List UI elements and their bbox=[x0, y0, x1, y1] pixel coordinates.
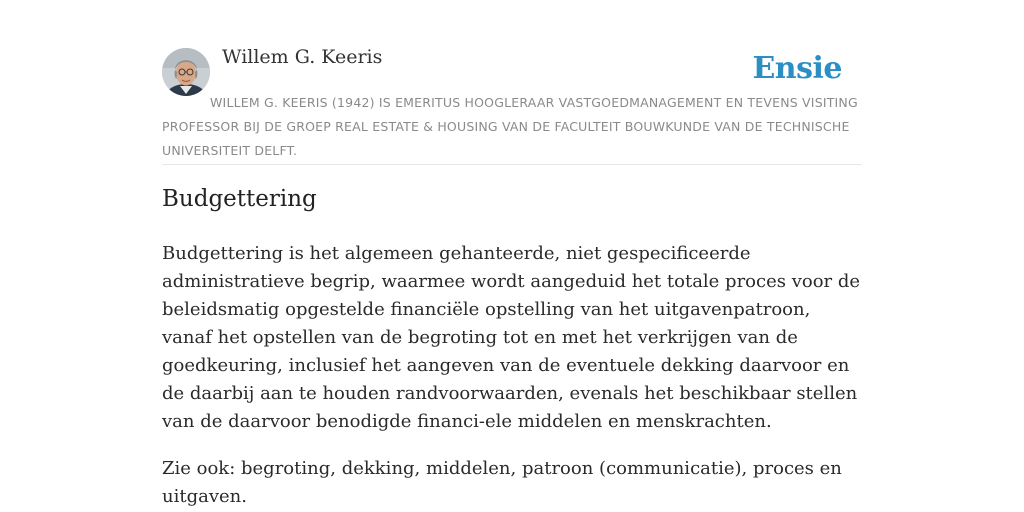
definition-paragraph: Budgettering is het algemeen gehanteerde, niet gespecificeerde administratieve begrip, waarmee wordt aangeduid het totale proces voor de beleidsmatig opgestelde financiële opstelling van het uitgavenpatroon, vanaf het opstellen van de begroting tot en met het verkrijgen van de goedkeuring, inclusief het aangeven van de eventuele dekking daarvoor en de daarbij aan te houden randvoorwaarden, evenals het beschikbaar stellen van de daarvoor benodigde financi-ele middelen en menskrachten. bbox=[162, 243, 861, 432]
author-photo-icon bbox=[162, 48, 210, 96]
author-bio: WILLEM G. KEERIS (1942) IS EMERITUS HOOGLERAAR VASTGOEDMANAGEMENT EN TEVENS VISITING PROFESSOR BIJ DE GROEP REAL ESTATE & HOUSING VAN DE FACULTEIT BOUWKUNDE VAN DE TECHNISCHE UNIVERSITEIT DELFT. bbox=[162, 95, 858, 158]
ensie-logo[interactable]: Ensie bbox=[752, 51, 842, 86]
page-title: Budgettering bbox=[162, 186, 317, 212]
author-header bbox=[162, 40, 862, 165]
author-avatar[interactable] bbox=[162, 48, 210, 96]
author-name[interactable]: Willem G. Keeris bbox=[222, 46, 383, 68]
article-body bbox=[162, 240, 862, 512]
see-also-paragraph: Zie ook: begroting, dekking, middelen, patroon (communicatie), proces en uitgaven. bbox=[162, 458, 842, 507]
